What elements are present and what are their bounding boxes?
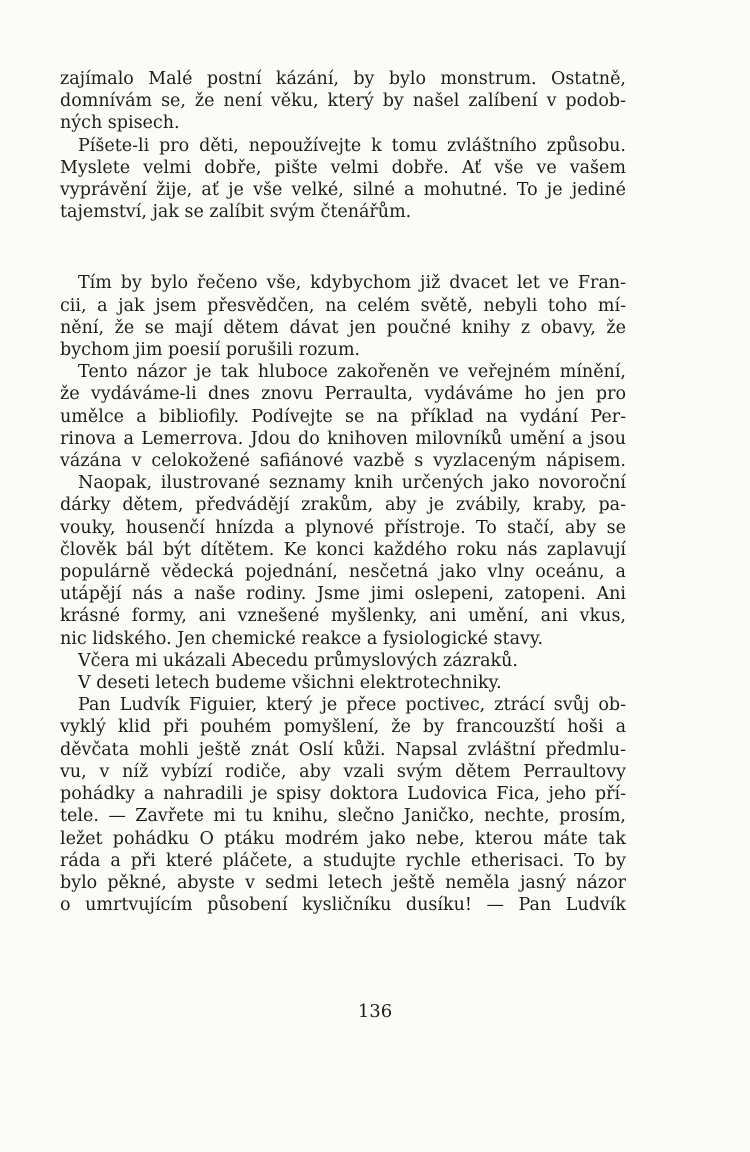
text-line: bychom jim poesií porušili rozum. xyxy=(60,340,361,361)
text-line: Včera mi ukázali Abecedu průmyslových zázraků. xyxy=(78,650,518,671)
text-section-1 xyxy=(60,68,626,223)
text-line: Píšete-li pro děti, nepoužívejte k tomu zvláštního způsobu. xyxy=(78,135,626,156)
text-section-2 xyxy=(60,272,626,916)
text-line: nění, že se mají dětem dávat jen poučné knihy z obavy, že xyxy=(60,317,626,338)
text-line: Tím by bylo řečeno vše, kdybychom již dvacet let ve Fran- xyxy=(78,273,626,294)
text-line: že vydáváme-li dnes znovu Perraulta, vydáváme ho jen pro xyxy=(60,384,626,405)
text-line: vouky, housenčí hnízda a plynové přístroje. To stačí, aby se xyxy=(60,517,626,538)
text-line: populárně vědecká pojednání, nesčetná jako vlny oceánu, a xyxy=(60,562,626,583)
text-line: utápějí nás a naše rodiny. Jsme jimi oslepeni, zatopeni. Ani xyxy=(60,584,626,605)
text-line: rinova a Lemerrova. Jdou do knihoven milovníků umění a jsou xyxy=(60,428,626,449)
text-line: bylo pěkné, abyste v sedmi letech ještě neměla jasný názor xyxy=(60,872,626,893)
text-line: vu, v níž vybízí rodiče, aby vzali svým dětem Perraultovy xyxy=(60,761,626,782)
text-line: nic lidského. Jen chemické reakce a fysiologické stavy. xyxy=(60,628,544,649)
text-line: ných spisech. xyxy=(60,113,180,134)
text-line: umělce a bibliofily. Podívejte se na příklad na vydání Per- xyxy=(60,406,626,427)
text-line: tajemství, jak se zalíbit svým čtenářům. xyxy=(60,202,412,223)
text-line: člověk bál být dítětem. Ke konci každého roku nás zaplavují xyxy=(60,539,626,560)
text-line: ležet pohádku O ptáku modrém jako nebe, kterou máte tak xyxy=(60,828,626,849)
text-line: dárky dětem, předvádějí zrakům, aby je zvábily, kraby, pa- xyxy=(60,495,626,516)
page-text xyxy=(60,68,626,916)
text-line: zajímalo Malé postní kázání, by bylo monstrum. Ostatně, xyxy=(60,69,626,89)
text-line: vyklý klid při pouhém pomyšlení, že by francouzští hoši a xyxy=(60,717,626,738)
text-line: vázána v celokožené safiánové vazbě s vyzlaceným nápisem. xyxy=(60,451,626,472)
text-line: pohádky a nahradili je spisy doktora Ludovica Fica, jeho pří- xyxy=(60,784,626,805)
text-line: ráda a při které pláčete, a studujte rychle etherisaci. To by xyxy=(60,850,626,871)
text-line: tele. — Zavřete mi tu knihu, slečno Janičko, nechte, prosím, xyxy=(60,806,626,827)
text-line: vyprávění žije, ať je vše velké, silné a mohutné. To je jediné xyxy=(60,180,626,201)
text-line: domnívám se, že není věku, který by našel zalíbení v podob- xyxy=(60,91,626,112)
text-line: o umrtvujícím působení kysličníku dusíku! — Pan Ludvík xyxy=(60,895,626,916)
text-line: V deseti letech budeme všichni elektrotechniky. xyxy=(78,673,502,694)
page-number: 136 xyxy=(357,1001,393,1022)
text-line: Tento názor je tak hluboce zakořeněn ve veřejném mínění, xyxy=(78,362,626,383)
text-line: Naopak, ilustrované seznamy knih určených jako novoroční xyxy=(78,473,626,494)
text-line: Myslete velmi dobře, pište velmi dobře. Ať vše ve vašem xyxy=(60,157,626,178)
text-line: Pan Ludvík Figuier, který je přece poctivec, ztrácí svůj ob- xyxy=(78,695,626,716)
text-line: děvčata mohli ještě znát Oslí kůži. Napsal zvláštní předmlu- xyxy=(60,739,626,760)
text-line: krásné formy, ani vznešené myšlenky, ani umění, ani vkus, xyxy=(60,606,626,627)
text-line: cii, a jak jsem přesvědčen, na celém světě, nebyli toho mí- xyxy=(60,295,626,316)
